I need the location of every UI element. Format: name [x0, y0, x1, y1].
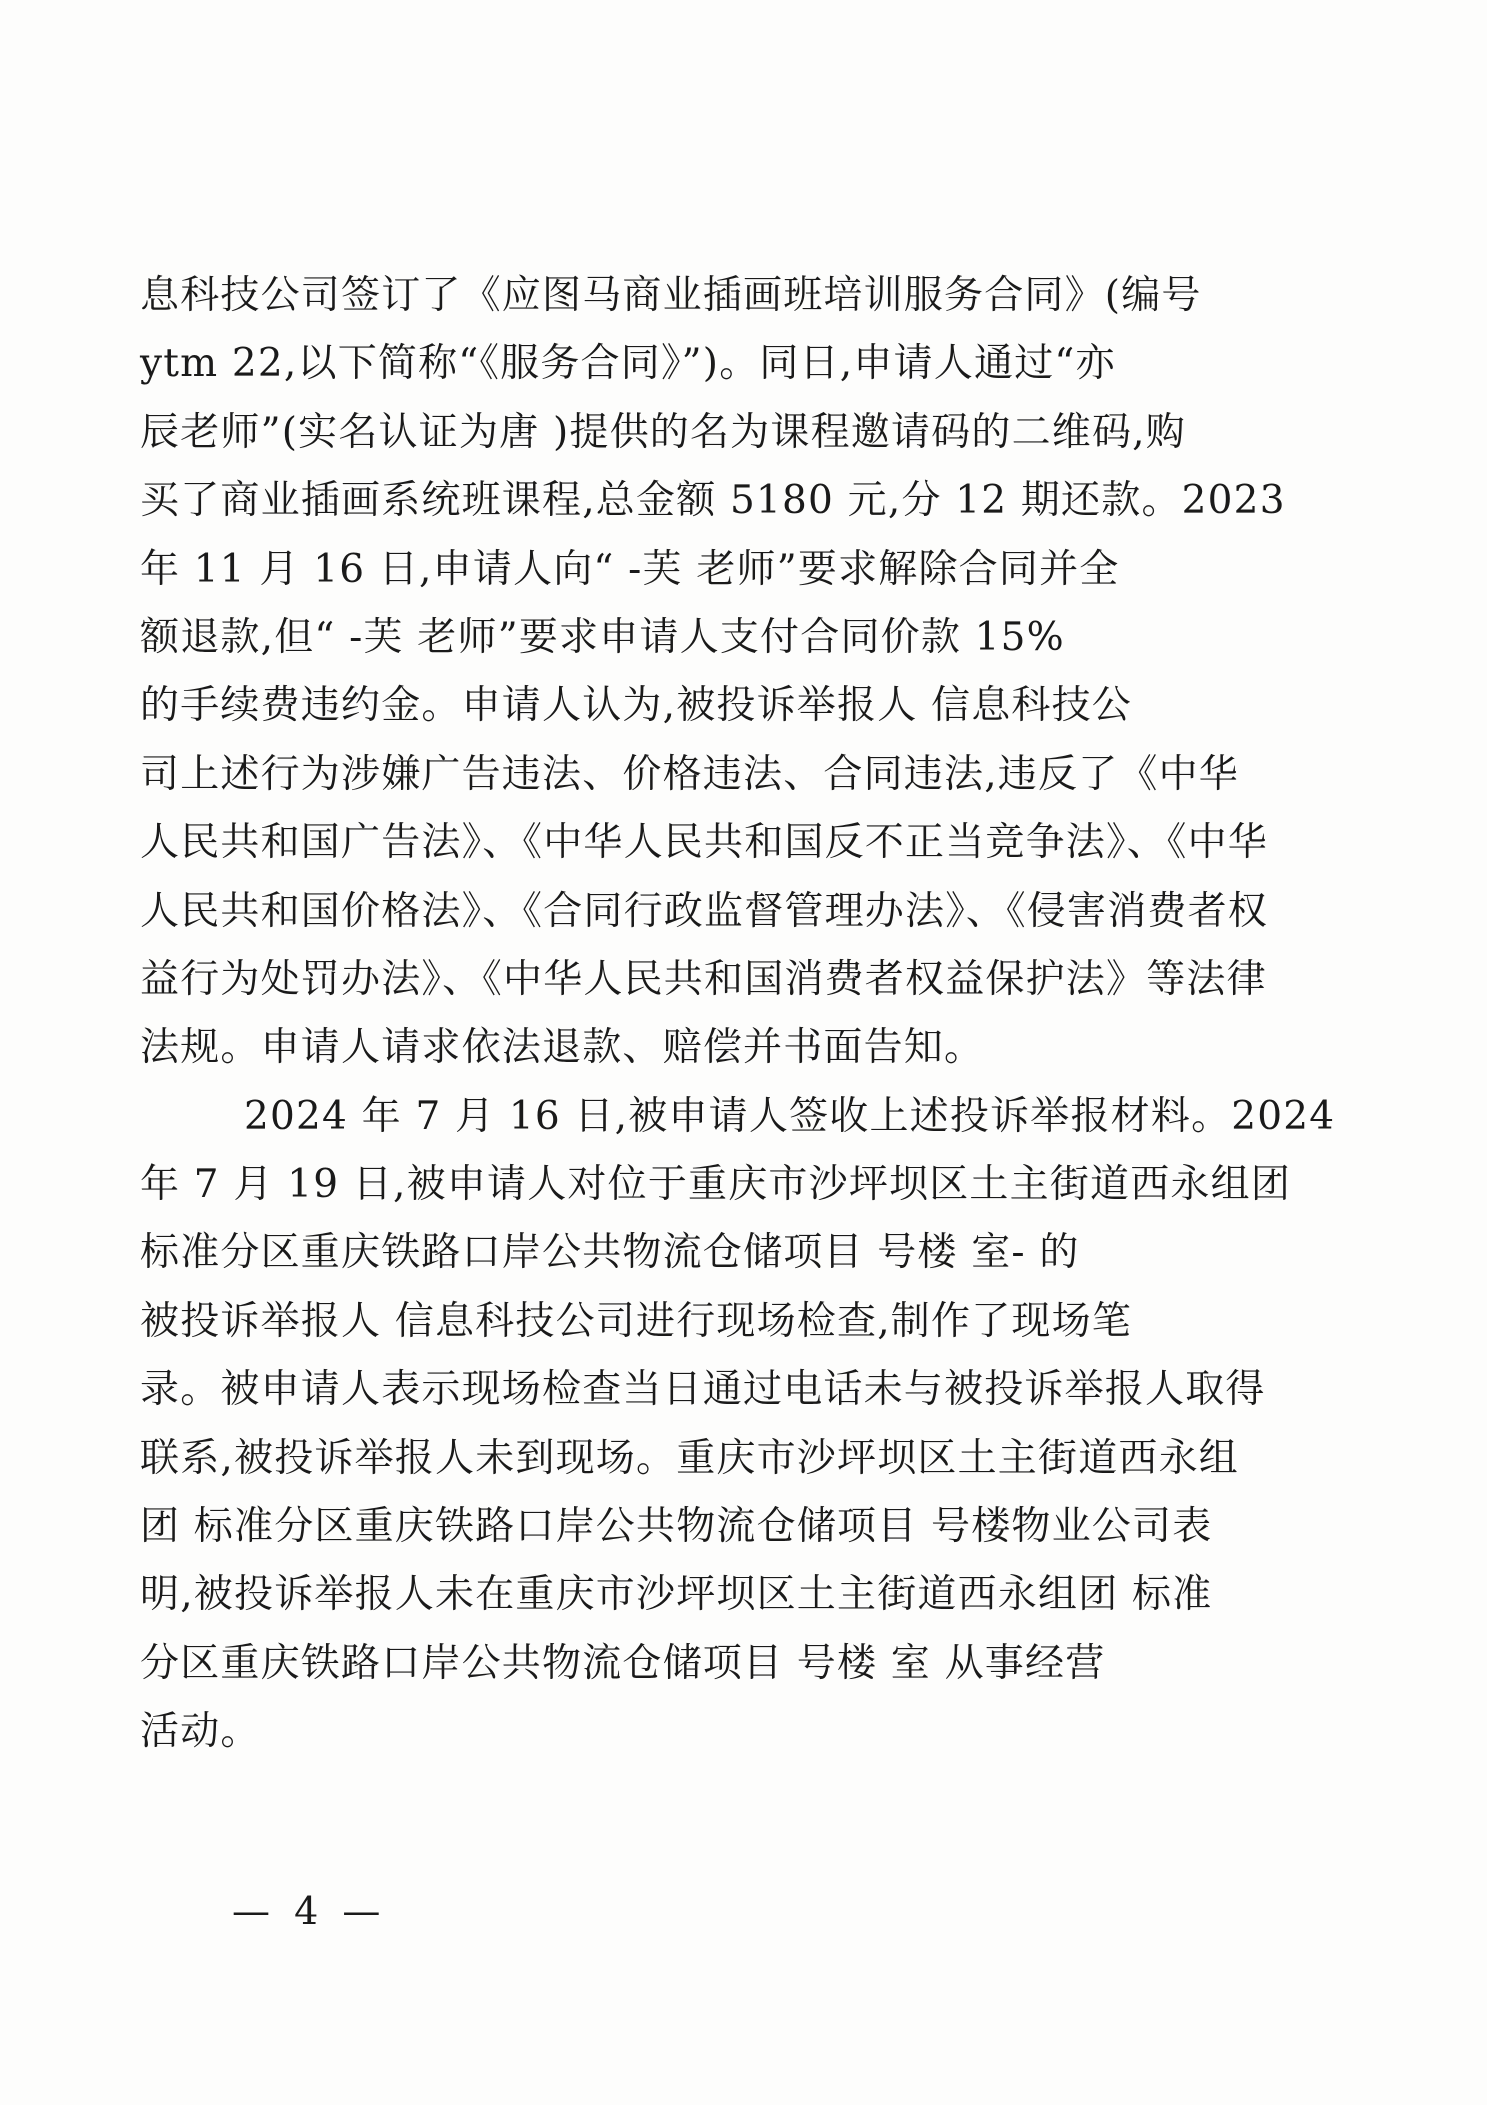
text-line: 辰老师”(实名认证为唐 )提供的名为课程邀请码的二维码,购: [140, 409, 1186, 455]
text-line: 联系,被投诉举报人未到现场。重庆市沙坪坝区土主街道西永组: [140, 1435, 1239, 1481]
text-line: 的手续费违约金。申请人认为,被投诉举报人 信息科技公: [140, 683, 1132, 729]
text-line: 明,被投诉举报人未在重庆市沙坪坝区土主街道西永组团 标准: [140, 1572, 1213, 1618]
text-line: 团 标准分区重庆铁路口岸公共物流仓储项目 号楼物业公司表: [140, 1504, 1213, 1550]
text-line: 活动。: [140, 1709, 261, 1755]
text-line: 额退款,但“ -芙 老师”要求申请人支付合同价款 15%: [140, 614, 1065, 660]
page-number: — 4 —: [232, 1889, 387, 1933]
text-line: 人民共和国广告法》、《中华人民共和国反不正当竞争法》、《中华: [140, 820, 1269, 866]
text-line: 年 11 月 16 日,申请人向“ -芙 老师”要求解除合同并全: [140, 546, 1120, 592]
text-line: 司上述行为涉嫌广告违法、价格违法、合同违法,违反了《中华: [140, 751, 1239, 797]
text-line: 标准分区重庆铁路口岸公共物流仓储项目 号楼 室- 的: [140, 1230, 1080, 1276]
document-body: [140, 262, 1336, 1767]
text-line: 息科技公司签订了《应图马商业插画班培训服务合同》(编号: [140, 273, 1202, 318]
text-line: 人民共和国价格法》、《合同行政监督管理办法》、《侵害消费者权: [140, 888, 1269, 934]
text-line: 录。被申请人表示现场检查当日通过电话未与被投诉举报人取得: [140, 1367, 1266, 1413]
text-line: 益行为处罚办法》、《中华人民共和国消费者权益保护法》等法律: [140, 956, 1267, 1002]
text-line: 分区重庆铁路口岸公共物流仓储项目 号楼 室 从事经营: [140, 1640, 1106, 1686]
text-line: 买了商业插画系统班课程,总金额 5180 元,分 12 期还款。2023: [140, 478, 1286, 524]
text-line: 被投诉举报人 信息科技公司进行现场检查,制作了现场笔: [140, 1298, 1132, 1344]
text-line: 法规。申请人请求依法退款、赔偿并书面告知。: [140, 1025, 985, 1071]
text-line: 年 7 月 19 日,被申请人对位于重庆市沙坪坝区土主街道西永组团: [140, 1162, 1292, 1208]
paragraph-start-line: 2024 年 7 月 16 日,被申请人签收上述投诉举报材料。2024: [244, 1093, 1336, 1139]
text-line: ytm 22,以下简称“《服务合同》”)。同日,申请人通过“亦: [140, 341, 1116, 387]
